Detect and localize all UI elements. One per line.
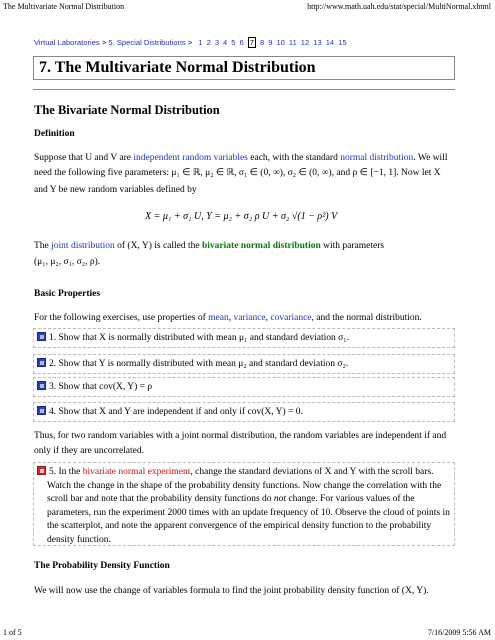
exercise-toggle-icon[interactable]: [37, 466, 46, 475]
link-covariance[interactable]: covariance: [270, 313, 312, 323]
text: 5. In the: [49, 467, 83, 477]
link-independent-random-variables[interactable]: independent random variables: [133, 153, 248, 163]
text: scroll bar and note that the probability density functions do: [47, 494, 274, 504]
breadcrumb-virtual-labs[interactable]: Virtual Laboratories: [34, 38, 100, 47]
page-link-3[interactable]: 3: [214, 38, 220, 47]
link-normal-distribution[interactable]: normal distribution: [340, 153, 414, 163]
page-link-1[interactable]: 1: [198, 38, 203, 47]
breadcrumb-special-distributions[interactable]: 5. Special Distributions: [108, 38, 186, 47]
definition-paragraph-line1: [34, 152, 464, 165]
page-link-12[interactable]: 12: [300, 38, 310, 47]
breadcrumb-separator: >: [187, 38, 193, 47]
joint-distribution-line: [34, 240, 384, 253]
exercise-text: 3. Show that cov(X, Y) = ρ: [49, 382, 153, 392]
basic-properties-intro: For the following exercises, use properties of mean, variance, covariance, and the normal distribution.: [34, 313, 422, 323]
link-variance[interactable]: variance: [233, 313, 266, 323]
exercise-text: 1. Show that X is normally distributed with mean μ₁ and standard deviation σ₁.: [49, 333, 349, 343]
page-link-10[interactable]: 10: [276, 38, 285, 47]
text: each, with the standard: [247, 153, 341, 163]
text: . We will: [413, 153, 448, 163]
text: with parameters: [320, 241, 385, 251]
section-heading-bivariate: The Bivariate Normal Distribution: [34, 103, 220, 117]
exercise-5: [33, 462, 455, 546]
text: of (X, Y) is called the: [114, 241, 202, 251]
text: The: [34, 241, 52, 251]
definition-equation: X = μ₁ + σ₁ U, Y = μ₂ + σ₂ ρ U + σ₂ √(1 − ρ²) V: [145, 211, 338, 222]
definition-paragraph-line2: need the following five parameters: μ₁ ∈ ℝ, μ₂ ∈ ℝ, σ₁ ∈ (0, ∞), σ₂ ∈ (0, ∞), and ρ ∈ [−1, 1]. Now let X: [34, 168, 441, 178]
emphasis-text: not: [273, 494, 287, 504]
text: , and the normal distribution.: [311, 313, 422, 323]
pdf-paragraph: We will now use the change of variables formula to find the joint probability density function of (X, Y).: [34, 586, 429, 596]
breadcrumb: [34, 38, 347, 47]
breadcrumb-separator: >: [101, 38, 107, 47]
exercise-toggle-icon[interactable]: [37, 406, 46, 415]
exercise-2: [33, 354, 455, 374]
term-bivariate-normal: bivariate normal distribution: [202, 241, 321, 251]
print-footer-date: 7/16/2009 5:56 AM: [427, 628, 491, 637]
basic-properties-heading: Basic Properties: [34, 289, 101, 299]
page-link-15[interactable]: 15: [338, 38, 347, 47]
page-link-2[interactable]: 2: [206, 38, 211, 47]
page-link-9[interactable]: 9: [268, 38, 273, 47]
text: Watch the change in the shape of the probability density functions. Now change the correlation with the: [47, 480, 442, 491]
definition-paragraph-line3: and Y be new random variables defined by: [34, 185, 197, 195]
exercise-4: [33, 402, 455, 422]
exercise-toggle-icon[interactable]: [37, 332, 46, 341]
text: the scatterplot, and note the apparent convergence of the empirical density function to the probability: [47, 521, 432, 531]
page-link-7[interactable]: 7: [249, 38, 254, 47]
text: , change the standard deviations of X and Y with the scroll bars.: [190, 467, 434, 477]
exercise-text: 4. Show that X and Y are independent if and only if cov(X, Y) = 0.: [49, 407, 303, 417]
print-header-title: The Multivariate Normal Distribution: [3, 2, 125, 11]
divider: [33, 89, 455, 90]
exercise-3: [33, 377, 455, 397]
pdf-heading: The Probability Density Function: [34, 561, 170, 571]
page-links: [194, 38, 346, 47]
page-link-14[interactable]: 14: [325, 38, 335, 47]
text: change. For various values of the: [286, 494, 415, 504]
text: parameters, run the experiment 2000 times with an update frequency of 10. Observe the cloud of points in: [47, 507, 450, 518]
page-link-11[interactable]: 11: [288, 38, 297, 47]
print-footer-page: 1 of 5: [3, 628, 22, 637]
independence-note-line1: Thus, for two random variables with a joint normal distribution, the random variables are independent if and: [34, 431, 447, 441]
link-bivariate-normal-experiment[interactable]: bivariate normal experiment: [82, 467, 191, 477]
exercise-1: [33, 328, 455, 348]
link-joint-distribution[interactable]: joint distribution: [51, 241, 115, 251]
print-header-url: http://www.math.uah.edu/stat/special/MultiNormal.xhtml: [307, 2, 491, 11]
page-link-8[interactable]: 8: [259, 38, 265, 47]
definition-heading: Definition: [34, 129, 75, 139]
link-mean[interactable]: mean: [208, 313, 229, 323]
page-link-4[interactable]: 4: [223, 38, 228, 47]
text: Suppose that U and V are: [34, 153, 134, 163]
exercise-text: 2. Show that Y is normally distributed with mean μ₂ and standard deviation σ₂.: [49, 359, 349, 369]
page-title: 7. The Multivariate Normal Distribution: [39, 59, 316, 76]
text: density function.: [47, 534, 111, 545]
page-link-5[interactable]: 5: [231, 38, 236, 47]
independence-note-line2: only if they are uncorrelated.: [34, 446, 144, 456]
page-title-box: [33, 56, 455, 80]
text: For the following exercises, use properties of: [34, 313, 209, 323]
page-link-13[interactable]: 13: [313, 38, 322, 47]
page-link-6[interactable]: 6: [239, 38, 244, 47]
parameters-line: (μ₁, μ₂, σ₁, σ₂, ρ).: [34, 257, 101, 267]
exercise-toggle-icon[interactable]: [37, 358, 46, 367]
exercise-toggle-icon[interactable]: [37, 381, 46, 390]
